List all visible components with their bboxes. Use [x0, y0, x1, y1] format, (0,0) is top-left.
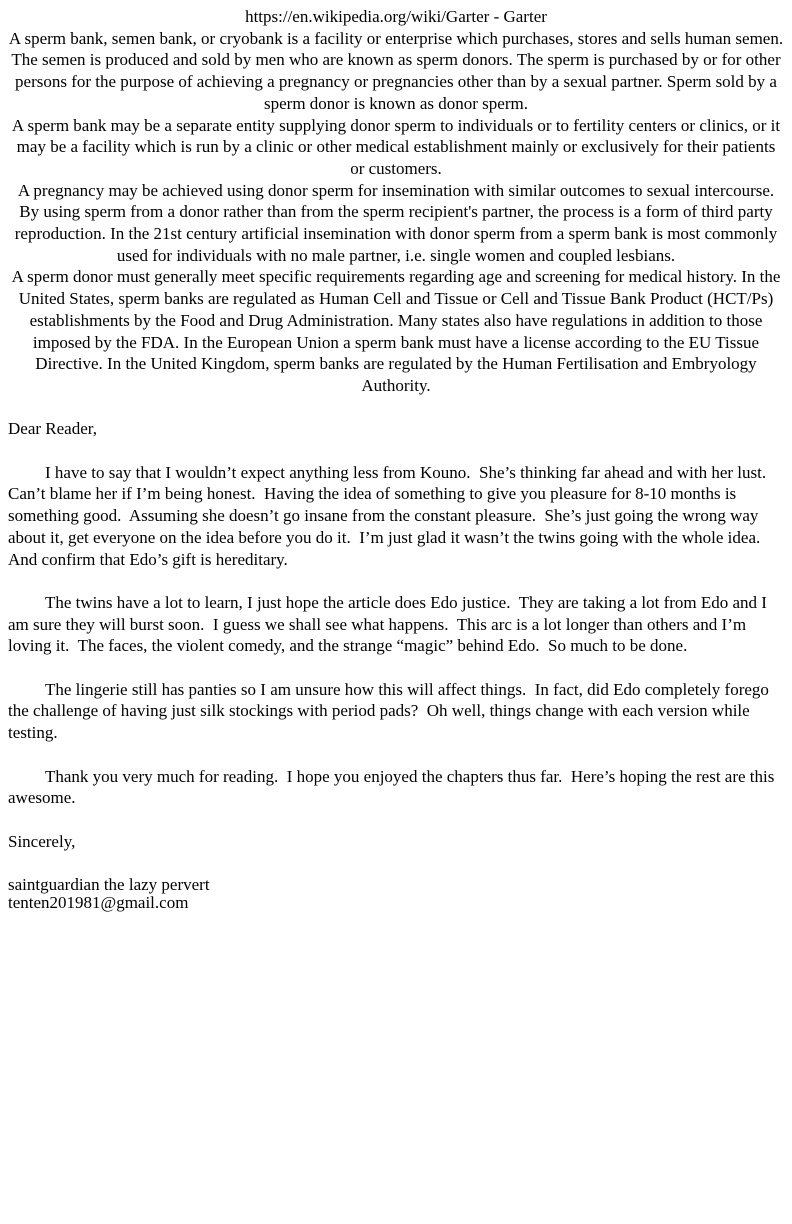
closing: Sincerely, — [8, 831, 76, 851]
letter-paragraph: Thank you very much for reading. I hope you enjoyed the chapters thus far. Here’s hoping the rest are this awesome. — [8, 766, 779, 808]
wiki-paragraph: A pregnancy may be achieved using donor sperm for insemination with similar outcomes to sexual intercourse. By using sperm from a donor rather than from the sperm recipient's partner, the process is a form of third party reproduction. In the 21st century artificial insemination with donor sperm from a sperm bank is most commonly used for individuals with no male partner, i.e. single women and coupled lesbians. — [14, 180, 778, 265]
wiki-paragraph: A sperm bank, semen bank, or cryobank is a facility or enterprise which purchases, stores and sells human semen. The semen is produced and sold by men who are known as sperm donors. The sperm is purchased by or for other persons for the purpose of achieving a pregnancy or pregnancies other than by a sexual partner. Sperm sold by a sperm donor is known as donor sperm. — [8, 28, 784, 113]
letter-paragraph: The twins have a lot to learn, I just hope the article does Edo justice. They are taking a lot from Edo and I am sure they will burst soon. I guess we shall see what happens. This arc is a lot longer than others and I’m loving it. The faces, the violent comedy, and the strange “magic” behind Edo. So much to be done. — [8, 592, 772, 656]
wiki-excerpt-block — [8, 6, 784, 397]
letter-paragraph: I have to say that I wouldn’t expect anything less from Kouno. She’s thinking far ahead and with her lust. Can’t blame her if I’m being honest. Having the idea of something to give you pleasure for 8-10 months is something good. Assuming she doesn’t go insane from the constant pleasure. She’s just going the wrong way about it, get everyone on the idea before you do it. I’m just glad it wasn’t the twins going with the whole idea. And confirm that Edo’s gift is hereditary. — [8, 462, 775, 569]
wiki-paragraph: A sperm bank may be a separate entity supplying donor sperm to individuals or to fertility centers or clinics, or it may be a facility which is run by a clinic or other medical establishment mainly or exclusively for their patients or customers. — [11, 115, 781, 178]
salutation: Dear Reader, — [8, 419, 97, 439]
signature-name: saintguardian the lazy pervert — [8, 875, 210, 895]
letter-paragraph: The lingerie still has panties so I am unsure how this will affect things. In fact, did Edo completely forego the challenge of having just silk stockings with period pads? Oh well, things change with each version while testing. — [8, 679, 774, 743]
wiki-paragraph: A sperm donor must generally meet specific requirements regarding age and screening for medical history. In the United States, sperm banks are regulated as Human Cell and Tissue or Cell and Tissue Bank Product (HCT/Ps) establishments by the Food and Drug Administration. Many states also have regulations in addition to those imposed by the FDA. In the European Union a sperm bank must have a license according to the EU Tissue Directive. In the United Kingdom, sperm banks are regulated by the Human Fertilisation and Embryology Authority. — [11, 267, 781, 395]
source-url-line: https://en.wikipedia.org/wiki/Garter - Garter — [245, 7, 547, 26]
signature-email: tenten201981@gmail.com — [8, 893, 189, 913]
signature-block — [8, 876, 784, 912]
author-letter — [8, 418, 784, 912]
